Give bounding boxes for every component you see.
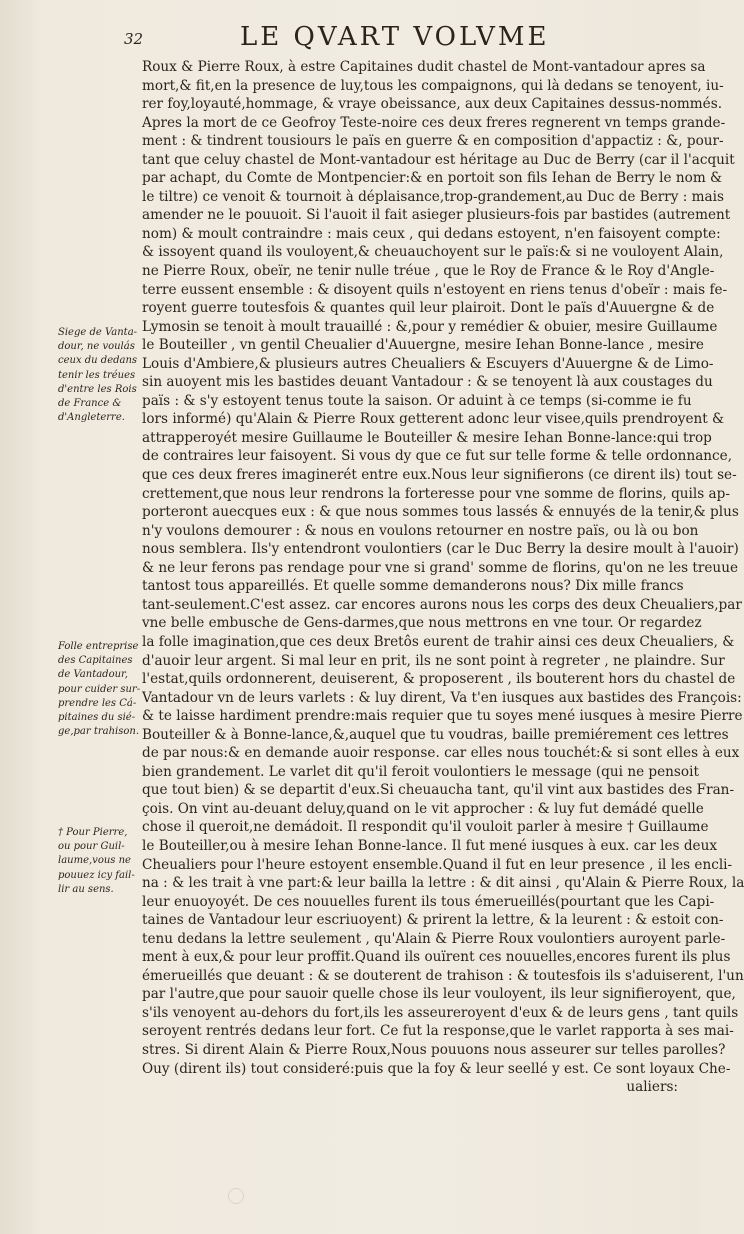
margin-note-siege: [58, 326, 140, 425]
text-line: tenu dedans la lettre seulement , qu'Alain & Pierre Roux voulontiers auroyent parle-: [142, 930, 726, 947]
text-line: n'y voulons demourer : & nous en voulons retourner en nostre païs, ou là ou bon: [142, 522, 699, 539]
text-line: ment à eux,& pour leur proffit.Quand ils ouïrent ces nouuelles,encores furent ils plus: [142, 949, 731, 966]
faint-ink-mark: [228, 1188, 244, 1204]
margin-note-line: tenir les tréues: [58, 369, 136, 381]
margin-note-line: pitaines du sié-: [58, 711, 136, 723]
text-line: seroyent rentrés dedans leur fort. Ce fut la response,que le varlet rapporta à ses mai-: [142, 1023, 734, 1040]
margin-note-line: dour, ne voulás: [58, 341, 135, 353]
text-line: Louis d'Ambiere,& plusieurs autres Cheualiers & Escuyers d'Auuergne & de Limo-: [142, 355, 714, 372]
text-line: taines de Vantadour leur escriuoyent) & prirent la lettre, & la leurent : & estoit con-: [142, 912, 724, 929]
text-line: Vantadour vn de leurs varlets : & luy dirent, Va t'en iusques aux bastides des François:: [142, 689, 742, 706]
text-line: que ces deux freres imaginerét entre eux.Nous leur signifierons (ce dirent ils) tout se-: [142, 467, 737, 484]
text-line: la folle imagination,que ces deux Bretôs eurent de trahir ainsi ces deux Cheualiers, &: [142, 633, 735, 650]
text-line: & issoyent quand ils vouloyent,& cheuauchoyent sur le païs:& si ne vouloyent Alain,: [142, 244, 724, 261]
text-line: sin auoyent mis les bastides deuant Vantadour : & se tenoyent là aux coustages du: [142, 374, 713, 391]
text-line: d'auoir leur argent. Si mal leur en prit, ils ne sont point à regreter , ne plaindre. Sur: [142, 652, 725, 669]
text-line: païs : & s'y estoyent tenus toute la saison. Or aduint à ce temps (si-comme ie fu: [142, 392, 692, 409]
text-line: mort,& fit,en la presence de luy,tous les compaignons, qui là dedans se tenoyent, iu-: [142, 77, 724, 94]
text-line: émerueillés que deuant : & se douterent de trahison : & toutesfois ils s'aduiserent, l'un: [142, 967, 744, 984]
margin-note-line: de France &: [58, 397, 122, 409]
margin-note-line: laume,vous ne: [58, 855, 131, 867]
text-line: leur enuoyoyét. De ces nouuelles furent ils tous émerueillés(pourtant que les Capi-: [142, 893, 715, 910]
text-line: nom) & moult contraindre : mais ceux , qui dedans estoyent, n'en faisoyent compte:: [142, 225, 721, 242]
text-line: de par nous:& en demande auoir response. car elles nous touchét:& si sont elles à eux: [142, 745, 740, 762]
body-text: [142, 58, 744, 1097]
text-line: par achapt, du Comte de Montpencier:& en portoit son fils Iehan de Berry le nom &: [142, 170, 723, 187]
margin-note-line: d'entre les Rois: [58, 383, 137, 395]
margin-note-line: pouuez icy fail-: [58, 869, 135, 881]
text-line: lors informé) qu'Alain & Pierre Roux getterent adonc leur visee,quils prendroyent &: [142, 411, 725, 428]
text-line: par l'autre,que pour sauoir quelle chose ils leur vouloyent, ils leur signifieroyent, que,: [142, 986, 736, 1003]
text-line: rer foy,loyauté,hommage, & vraye obeissance, aux deux Capitaines dessus-nommés.: [142, 96, 723, 113]
text-line: l'estat,quils ordonnerent, deuiserent, & proposerent , ils bouterent hors du chastel de: [142, 671, 736, 688]
text-line: tant que celuy chastel de Mont-vantadour est héritage au Duc de Berry (car il l'acquit: [142, 151, 735, 168]
margin-note-line: ge,par trahison.: [58, 726, 139, 738]
text-line: çois. On vint au-deuant deluy,quand on le vit approcher : & luy fut demádé quelle: [142, 800, 704, 817]
text-line: nous semblera. Ils'y entendront voulontiers (car le Duc Berry la desire moult à l'auoir): [142, 541, 739, 558]
text-line: terre eussent ensemble : & disoyent quils n'estoyent en riens tenus d'obeïr : mais fe-: [142, 281, 728, 298]
margin-note-line: ceux du dedans: [58, 355, 138, 367]
margin-note-line: † Pour Pierre,: [58, 827, 128, 838]
text-line: le Bouteiller,ou à mesire Iehan Bonne-lance. Il fut mené iusques à eux. car les deux: [142, 837, 718, 854]
text-line: le Bouteiller , vn gentil Cheualier d'Auuergne, mesire Iehan Bonne-lance , mesire: [142, 337, 704, 354]
running-head: LE QVART VOLVME: [240, 22, 550, 52]
text-line: na : & les trait à vne part:& leur bailla la lettre : & dit ainsi , qu'Alain & Pierre Roux, la: [142, 875, 744, 892]
text-line: Bouteiller & à Bonne-lance,&,auquel que tu voudras, baille premiérement ces lettres: [142, 726, 729, 743]
text-line: stres. Si dirent Alain & Pierre Roux,Nous pouuons nous asseurer sur telles parolles?: [142, 1041, 726, 1058]
text-line: tantost tous appareillés. Et quelle somme demanderons nous? Dix mille francs: [142, 578, 684, 595]
text-line: s'ils venoyent au-dehors du fort,ils les asseureroyent d'eux & de leurs gens , tant quils: [142, 1004, 739, 1021]
text-line: & ne leur ferons pas rendage pour vne si grand' somme de florins, qu'on ne les treuue: [142, 559, 738, 576]
text-line: porteront auecques eux : & que nous sommes tous lassés & ennuyés de la tenir,& plus: [142, 504, 739, 521]
text-line: Cheualiers pour l'heure estoyent ensemble.Quand il fut en leur presence , il les encli-: [142, 856, 733, 873]
text-line: crettement,que nous leur rendrons la forteresse pour vne somme de florins, quils ap-: [142, 485, 730, 502]
text-line: attrapperoyét mesire Guillaume le Bouteiller & mesire Iehan Bonne-lance:qui trop: [142, 429, 712, 446]
text-line: royent guerre toutesfois & quantes quil leur plairoit. Dont le païs d'Auuergne & de: [142, 300, 715, 317]
margin-note-line: des Capitaines: [58, 655, 133, 667]
text-line: Ouy (dirent ils) tout consideré:puis que la foy & leur seellé y est. Ce sont loyaux Che-: [142, 1060, 731, 1077]
margin-note-line: lir au sens.: [58, 883, 114, 895]
margin-note-line: Folle entreprise: [58, 641, 139, 652]
text-line: ualiers:: [626, 1079, 678, 1096]
text-line: vne belle embusche de Gens-darmes,que nous mettrons en vne tour. Or regardez: [142, 615, 702, 632]
text-line: & te laisse hardiment prendre:mais requier que tu soyes mené iusques à mesire Pierre: [142, 708, 743, 725]
page-number: 32: [124, 30, 144, 48]
text-line: que tout bien) & se departit d'eux.Si cheuaucha tant, qu'il vint aux bastides des Fran-: [142, 782, 735, 799]
margin-note-line: de Vantadour,: [58, 669, 128, 681]
margin-note-pour-pierre: [58, 826, 140, 897]
text-line: bien grandement. Le varlet dit qu'il feroit voulontiers le message (qui ne pensoit: [142, 763, 699, 780]
margin-note-folle-entreprise: [58, 640, 140, 739]
text-line: Roux & Pierre Roux, à estre Capitaines dudit chastel de Mont-vantadour apres sa: [142, 59, 706, 75]
text-line: de contraires leur faisoyent. Si vous dy que ce fut sur telle forme & telle ordonnance,: [142, 448, 733, 465]
margin-note-line: d'Angleterre.: [58, 412, 125, 424]
text-line: le tiltre) ce venoit & tournoit à déplaisance,trop-grandement,au Duc de Berry : mais: [142, 188, 724, 205]
text-line: Apres la mort de ce Geofroy Teste-noire ces deux freres regnerent vn temps grande-: [142, 114, 726, 131]
text-line: ment : & tindrent tousiours le païs en guerre & en composition d'appactiz : &, pour-: [142, 133, 724, 150]
margin-note-line: ou pour Guil-: [58, 841, 125, 853]
text-line: amender ne le pouuoit. Si l'auoit il fait asieger plusieurs-fois par bastides (autrement: [142, 207, 731, 224]
margin-note-line: prendre les Cá-: [58, 697, 137, 709]
margin-note-line: pour cuider sur-: [58, 683, 141, 695]
text-line: tant-seulement.C'est assez. car encores aurons nous les corps des deux Cheualiers,par: [142, 596, 742, 613]
text-line: ne Pierre Roux, obeïr, ne tenir nulle tréue , que le Roy de France & le Roy d'Angle-: [142, 263, 715, 280]
text-line: Lymosin se tenoit à moult trauaillé : &,pour y remédier & obuier, mesire Guillaume: [142, 318, 718, 335]
text-line: chose il queroit,ne demádoit. Il respondit qu'il vouloit parler à mesire † Guillaume: [142, 819, 709, 836]
margin-note-line: Siege de Vanta-: [58, 327, 138, 338]
